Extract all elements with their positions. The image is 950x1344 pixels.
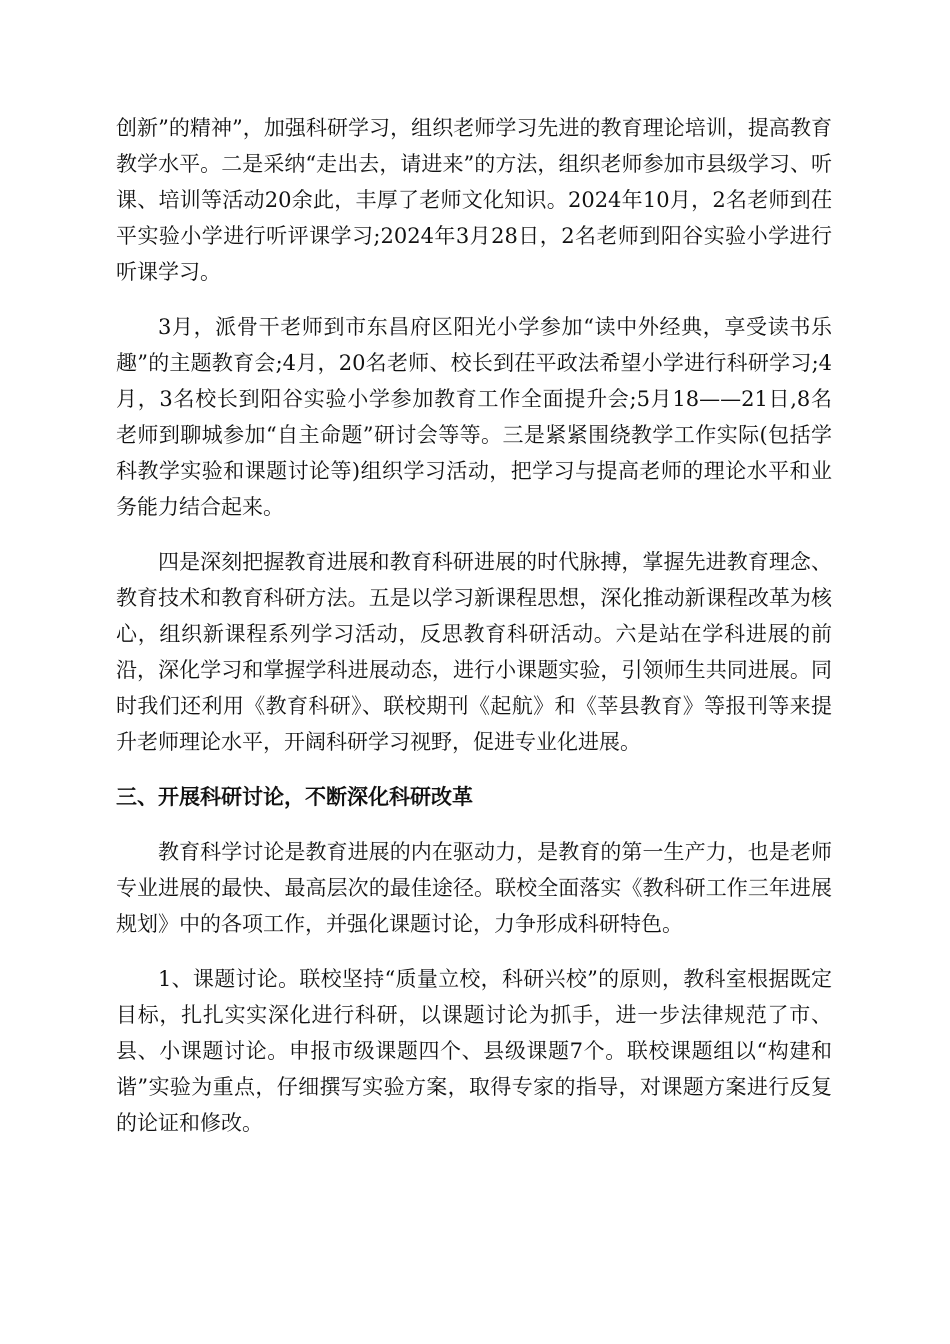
section-heading: 三、开展科研讨论，不断深化科研改革: [116, 785, 473, 809]
paragraph-1: 创新”的精神”，加强科研学习，组织老师学习先进的教育理论培训，提高教育教学水平。二是采纳“走出去，请进来”的方法，组织老师参加市县级学习、听课、培训等活动20余此，丰厚了老师文化知识。2024年10月，2名老师到茌平实验小学进行听评课学习;2024年3月28日，2名老师到阳谷实验小学进行听课学习。: [116, 116, 832, 284]
paragraph-4: 教育科学讨论是教育进展的内在驱动力，是教育的第一生产力，也是老师专业进展的最快、最高层次的最佳途径。联校全面落实《教科研工作三年进展规划》中的各项工作，并强化课题讨论，力争形成科研特色。: [116, 840, 832, 936]
paragraph-5: 1、课题讨论。联校坚持“质量立校，科研兴校”的原则，教科室根据既定目标，扎扎实实深化进行科研，以课题讨论为抓手，进一步法律规范了市、县、小课题讨论。申报市级课题四个、县级课题7个。联校课题组以“构建和谐”实验为重点，仔细撰写实验方案，取得专家的指导，对课题方案进行反复的论证和修改。: [116, 967, 832, 1135]
paragraph-2: 3月，派骨干老师到市东昌府区阳光小学参加“读中外经典，享受读书乐趣”的主题教育会;4月，20名老师、校长到茌平政法希望小学进行科研学习;4月，3名校长到阳谷实验小学参加教育工作全面提升会;5月18——21日,8名老师到聊城参加“自主命题”研讨会等等。三是紧紧围绕教学工作实际(包括学科教学实验和课题讨论等)组织学习活动，把学习与提高老师的理论水平和业务能力结合起来。: [116, 315, 832, 519]
paragraph-3: 四是深刻把握教育进展和教育科研进展的时代脉搏，掌握先进教育理念、教育技术和教育科研方法。五是以学习新课程思想，深化推动新课程改革为核心，组织新课程系列学习活动，反思教育科研活动。六是站在学科进展的前沿，深化学习和掌握学科进展动态，进行小课题实验，引领师生共同进展。同时我们还利用《教育科研》、联校期刊《起航》和《莘县教育》等报刊等来提升老师理论水平，开阔科研学习视野，促进专业化进展。: [116, 550, 832, 754]
